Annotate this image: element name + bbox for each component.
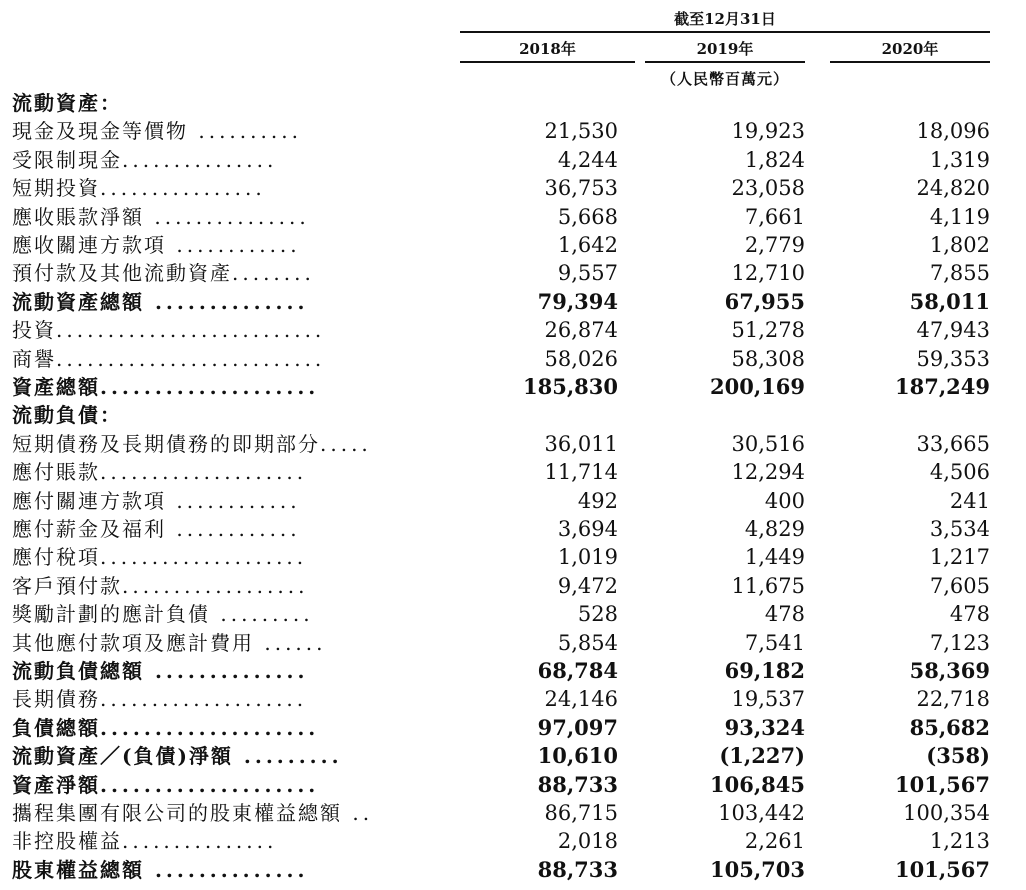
value-2019: (1,227) (719, 743, 805, 769)
row-label-text: 現金及現金等價物 (12, 119, 188, 144)
value-2020: 101,567 (895, 856, 990, 882)
table-row (0, 657, 1026, 685)
value-2019: 19,537 (731, 687, 805, 712)
value-2019: 4,829 (744, 517, 805, 541)
table-row (0, 572, 1026, 600)
leader-dots: ...... (254, 630, 327, 655)
row-label (12, 856, 422, 884)
leader-dots: .............. (144, 857, 309, 882)
value-2018: 36,011 (544, 431, 618, 456)
row-label-text: 股東權益總額 (12, 857, 144, 882)
value-2019: 2,779 (744, 233, 805, 257)
row-label (12, 600, 422, 628)
row-label (12, 458, 422, 486)
table-row (0, 231, 1026, 259)
leader-dots: ........ (232, 261, 315, 286)
leader-dots: ................ (100, 176, 266, 201)
year-rule-2019 (645, 61, 805, 63)
value-2020: 3,534 (929, 517, 990, 541)
value-2020: 4,119 (929, 204, 990, 229)
table-row (0, 714, 1026, 742)
row-label (12, 742, 422, 770)
value-2019: 11,675 (731, 573, 805, 598)
row-label (12, 685, 422, 713)
table-row (0, 259, 1026, 287)
leader-dots: .................... (100, 772, 320, 797)
value-2019: 93,324 (724, 714, 805, 740)
value-2020: 1,802 (929, 233, 990, 257)
value-2019: 105,703 (710, 856, 805, 882)
value-2019: 200,169 (710, 374, 805, 399)
value-2020: 18,096 (916, 119, 990, 144)
value-2020: 1,213 (929, 829, 990, 854)
table-row (0, 827, 1026, 855)
table-row (0, 89, 1026, 117)
value-2020: 47,943 (916, 318, 990, 343)
row-label-text: 應付稅項 (12, 545, 100, 570)
row-label (12, 572, 422, 600)
leader-dots: ............... (122, 829, 278, 854)
value-2019: 51,278 (731, 318, 805, 343)
table-row (0, 742, 1026, 770)
row-label (12, 799, 422, 827)
table-row (0, 345, 1026, 373)
value-2020: 7,855 (929, 261, 990, 286)
row-label-text: 負債總額 (12, 715, 100, 740)
value-2019: 7,541 (744, 630, 805, 655)
value-2019: 103,442 (718, 801, 805, 825)
row-label (12, 714, 422, 742)
header-rule (460, 31, 990, 33)
table-row (0, 543, 1026, 571)
row-label-text: 資產總額 (12, 375, 100, 399)
row-label-text: 長期債務 (12, 687, 100, 712)
value-2019: 2,261 (744, 829, 805, 854)
table-row (0, 174, 1026, 202)
leader-dots: ............ (166, 233, 301, 257)
value-2018: 68,784 (537, 658, 618, 683)
value-2018: 4,244 (557, 147, 618, 172)
leader-dots: ............... (144, 204, 310, 229)
row-label (12, 117, 422, 145)
value-2019: 400 (764, 488, 805, 513)
value-2019: 19,923 (731, 119, 805, 144)
year-2018-header: 2018年 (519, 40, 576, 58)
row-label-text: 應付賬款 (12, 460, 100, 485)
value-2019: 23,058 (731, 176, 805, 201)
value-2018: 185,830 (523, 374, 618, 399)
value-2019: 30,516 (731, 431, 805, 456)
table-row (0, 316, 1026, 344)
value-2019: 12,710 (731, 261, 805, 286)
row-label (12, 288, 422, 316)
row-label-text: 投資 (12, 318, 56, 343)
table-row (0, 373, 1026, 401)
row-label (12, 146, 422, 174)
row-label-text: 應付薪金及福利 (12, 517, 166, 541)
table-row (0, 288, 1026, 316)
row-label-text: 客戶預付款 (12, 573, 122, 598)
table-row (0, 799, 1026, 827)
value-2018: 492 (577, 488, 618, 513)
period-header: 截至12月31日 (674, 10, 776, 28)
value-2018: 9,472 (557, 573, 618, 598)
row-label-text: 獎勵計劃的應計負債 (12, 602, 210, 627)
leader-dots: .................... (100, 375, 320, 399)
row-label (12, 373, 422, 401)
row-label (12, 430, 422, 458)
row-label-text: 流動資產總額 (12, 289, 144, 314)
row-label-text: 應收賬款淨額 (12, 204, 144, 229)
table-row (0, 515, 1026, 543)
value-2020: (358) (926, 743, 990, 769)
value-2019: 12,294 (731, 460, 805, 485)
table-row (0, 771, 1026, 799)
row-label-text: 資產淨額 (12, 772, 100, 797)
row-label-text: 其他應付款項及應計費用 (12, 630, 254, 655)
value-2020: 101,567 (895, 771, 990, 797)
value-2020: 22,718 (916, 687, 990, 712)
value-2018: 88,733 (537, 856, 618, 882)
value-2018: 79,394 (537, 288, 618, 314)
row-label (12, 487, 422, 515)
value-2018 (480, 89, 618, 117)
leader-dots: .............. (144, 659, 309, 683)
value-2020: 100,354 (903, 801, 990, 825)
value-2020 (850, 89, 990, 117)
value-2018: 10,610 (537, 743, 618, 769)
row-label (12, 629, 422, 657)
row-label-text: 應付關連方款項 (12, 488, 166, 513)
leader-dots: ......... (232, 744, 343, 769)
table-row (0, 203, 1026, 231)
table-row (0, 401, 1026, 429)
row-label-text: 短期投資 (12, 176, 100, 201)
unit-label: （人民幣百萬元） (660, 70, 789, 88)
row-label-text: 流動負債總額 (12, 659, 144, 683)
row-label (12, 771, 422, 799)
value-2018: 3,694 (557, 517, 618, 541)
value-2020 (850, 401, 990, 429)
year-2019-header: 2019年 (696, 40, 754, 58)
value-2019: 1,824 (744, 147, 805, 172)
value-2018: 88,733 (537, 771, 618, 797)
row-label (12, 657, 422, 685)
value-2020: 59,353 (916, 346, 990, 371)
row-label (12, 345, 422, 373)
value-2020: 7,605 (929, 573, 990, 598)
leader-dots: .. (342, 801, 374, 825)
value-2018: 5,854 (557, 630, 618, 655)
value-2019: 106,845 (710, 771, 805, 797)
value-2018: 86,715 (544, 801, 618, 825)
value-2018: 97,097 (537, 714, 618, 740)
value-2018: 21,530 (544, 119, 618, 144)
value-2020: 4,506 (929, 460, 990, 485)
table-row (0, 117, 1026, 145)
value-2018: 528 (577, 602, 618, 627)
value-2018 (480, 401, 618, 429)
leader-dots: .................... (100, 715, 320, 740)
row-label (12, 827, 422, 855)
value-2018: 1,642 (557, 233, 618, 257)
value-2019 (660, 89, 805, 117)
leader-dots: .................... (100, 687, 308, 712)
table-row (0, 146, 1026, 174)
value-2018: 58,026 (544, 346, 618, 371)
value-2018: 26,874 (544, 318, 618, 343)
table-row (0, 629, 1026, 657)
leader-dots: .................... (100, 460, 308, 485)
value-2018: 9,557 (557, 261, 618, 286)
table-row (0, 430, 1026, 458)
row-label-text: 商譽 (12, 346, 56, 371)
row-label-text: 短期債務及長期債務的即期部分 (12, 431, 320, 456)
value-2019: 67,955 (724, 288, 805, 314)
value-2020: 1,319 (929, 147, 990, 172)
table-row (0, 856, 1026, 884)
value-2018: 24,146 (544, 687, 618, 712)
row-label-text: 流動資產： (12, 91, 122, 115)
table-row (0, 685, 1026, 713)
row-label-text: 應收關連方款項 (12, 233, 166, 257)
value-2019: 7,661 (744, 204, 805, 229)
year-2020-header: 2020年 (881, 40, 939, 58)
table-row (0, 487, 1026, 515)
value-2018: 5,668 (557, 204, 618, 229)
row-label-text: 流動負債： (12, 403, 122, 428)
year-rule-2018 (460, 61, 635, 63)
row-label (12, 316, 422, 344)
row-label (12, 259, 422, 287)
value-2018: 11,714 (544, 460, 618, 485)
row-label-text: 攜程集團有限公司的股東權益總額 (12, 801, 342, 825)
row-label (12, 543, 422, 571)
value-2020: 58,369 (909, 658, 990, 683)
leader-dots: .................... (100, 545, 308, 570)
value-2020: 58,011 (909, 288, 990, 314)
value-2018: 1,019 (557, 545, 618, 570)
leader-dots: .......... (188, 119, 302, 144)
value-2019: 1,449 (744, 545, 805, 570)
value-2019: 58,308 (731, 346, 805, 371)
leader-dots: ............ (166, 517, 301, 541)
year-rule-2020 (830, 61, 990, 63)
value-2020: 33,665 (916, 431, 990, 456)
value-2019: 478 (764, 602, 805, 627)
value-2018: 2,018 (557, 829, 618, 854)
row-label (12, 515, 422, 543)
table-row (0, 600, 1026, 628)
leader-dots: ..... (320, 431, 372, 456)
row-label (12, 174, 422, 202)
value-2020: 241 (949, 488, 990, 513)
value-2020: 24,820 (916, 176, 990, 201)
leader-dots: ......... (210, 602, 314, 627)
row-label-text: 非控股權益 (12, 829, 122, 854)
row-label-text: 流動資產／(負債)淨額 (12, 744, 233, 769)
row-label (12, 231, 422, 259)
leader-dots: .......................... (56, 346, 326, 371)
value-2020: 187,249 (895, 374, 990, 399)
leader-dots: ............ (166, 488, 301, 513)
row-label (12, 89, 422, 117)
table-row (0, 458, 1026, 486)
value-2020: 478 (949, 602, 990, 627)
value-2020: 85,682 (909, 714, 990, 740)
leader-dots: .......................... (56, 318, 326, 343)
value-2020: 7,123 (929, 630, 990, 655)
value-2020: 1,217 (929, 545, 990, 570)
leader-dots: .............. (144, 289, 309, 314)
leader-dots: .................. (122, 573, 309, 598)
row-label-text: 預付款及其他流動資產 (12, 261, 232, 286)
row-label (12, 203, 422, 231)
row-label (12, 401, 422, 429)
row-label-text: 受限制現金 (12, 147, 122, 172)
value-2019: 69,182 (724, 658, 805, 683)
value-2018: 36,753 (544, 176, 618, 201)
value-2019 (660, 401, 805, 429)
leader-dots: ............... (122, 147, 278, 172)
